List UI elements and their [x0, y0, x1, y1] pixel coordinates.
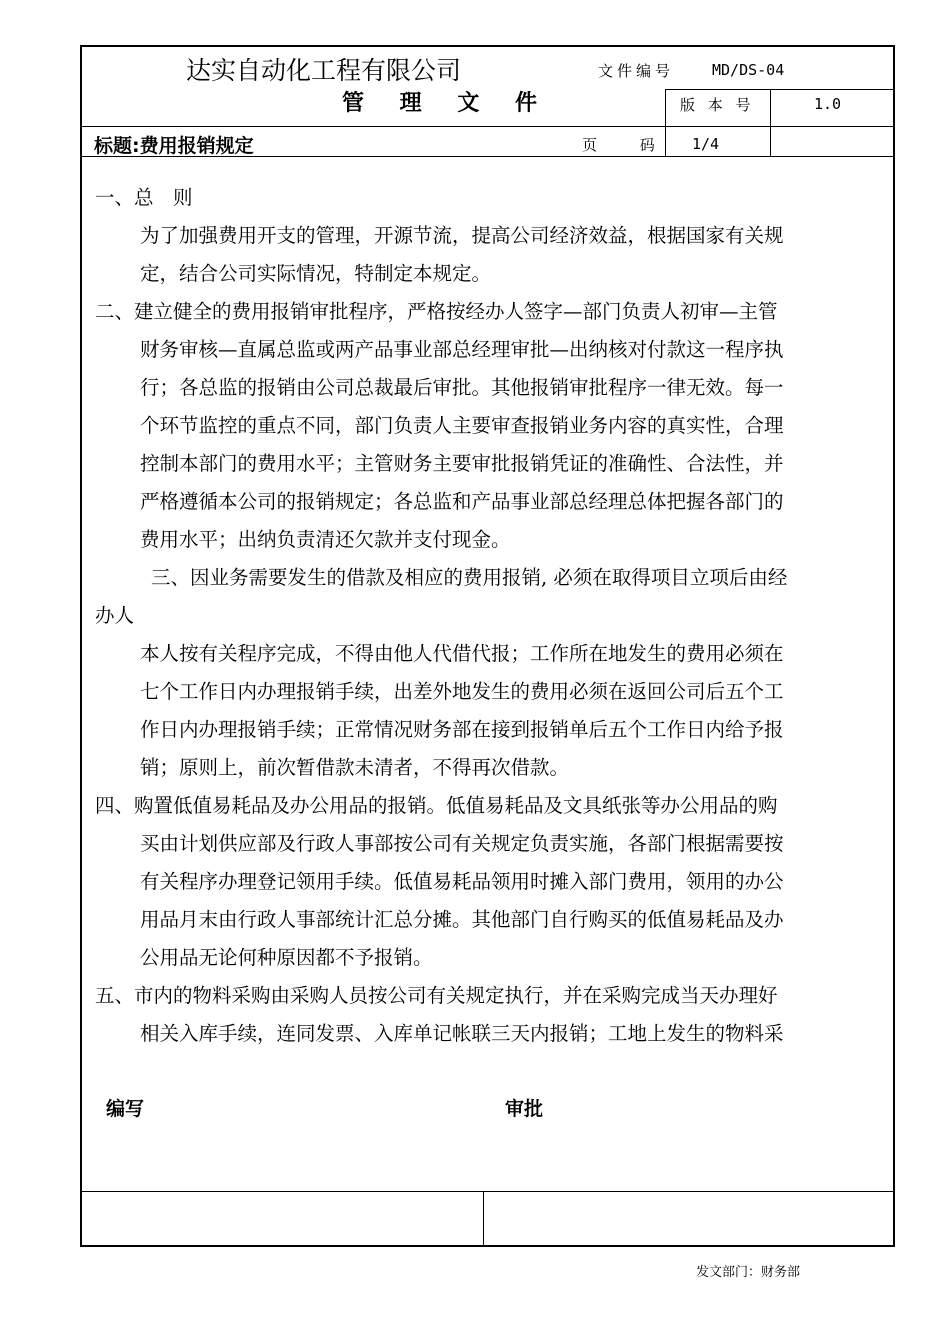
header-col-divider-1: [665, 89, 666, 156]
company-name: 达实自动化工程有限公司: [186, 56, 462, 85]
header-divider-title: [80, 126, 895, 127]
body-line: 办人: [95, 604, 135, 627]
page-label: 页 码: [582, 136, 659, 154]
body-line: 作日内办理报销手续；正常情况财务部在接到报销单后五个工作日内给予报: [140, 718, 784, 741]
body-line: 行；各总监的报销由公司总裁最后审批。其他报销审批程序一律无效。每一: [140, 376, 784, 399]
body-line: 用品月末由行政人事部统计汇总分摊。其他部门自行购买的低值易耗品及办: [140, 908, 784, 931]
file-number-value: MD/DS-04: [712, 61, 785, 79]
body-line: 销；原则上，前次暂借款未清者，不得再次借款。: [140, 756, 570, 779]
body-line: 四、购置低值易耗品及办公用品的报销。低值易耗品及文具纸张等办公用品的购: [95, 794, 778, 817]
body-line: 五、市内的物料采购由采购人员按公司有关规定执行，并在采购完成当天办理好: [95, 984, 778, 1007]
body-line: 七个工作日内办理报销手续，出差外地发生的费用必须在返回公司后五个工: [140, 680, 784, 703]
approver-label: 审批: [505, 1098, 544, 1120]
body-line: 三、因业务需要发生的借款及相应的费用报销, 必须在取得项目立项后由经: [151, 566, 788, 589]
bottom-table-col-divider: [483, 1191, 484, 1247]
body-line: 公用品无论何种原因都不予报销。: [140, 946, 433, 969]
body-line: 严格遵循本公司的报销规定；各总监和产品事业部总经理总体把握各部门的: [140, 490, 784, 513]
body-line: 本人按有关程序完成，不得由他人代借代报；工作所在地发生的费用必须在: [140, 642, 784, 665]
body-line: 控制本部门的费用水平；主管财务主要审批报销凭证的准确性、合法性，并: [140, 452, 784, 475]
body-line: 个环节监控的重点不同，部门负责人主要审查报销业务内容的真实性，合理: [140, 414, 784, 437]
page-number: 1/4: [692, 135, 720, 153]
body-line: 费用水平；出纳负责清还欠款并支付现金。: [140, 528, 511, 551]
body-line: 一、总 则: [95, 186, 193, 209]
header-col-divider-2: [770, 89, 771, 156]
version-value: 1.0: [814, 95, 842, 113]
body-line: 有关程序办理登记领用手续。低值易耗品领用时摊入部门费用，领用的办公: [140, 870, 784, 893]
writer-label: 编写: [106, 1098, 145, 1120]
document-title: 标题:费用报销规定: [94, 135, 254, 157]
issuing-department: 发文部门：财务部: [696, 1265, 801, 1280]
body-line: 为了加强费用开支的管理，开源节流，提高公司经济效益，根据国家有关规: [140, 224, 784, 247]
version-label: 版 本 号: [680, 96, 755, 114]
bottom-table-divider: [80, 1191, 895, 1192]
body-line: 定，结合公司实际情况，特制定本规定。: [140, 262, 492, 285]
body-line: 买由计划供应部及行政人事部按公司有关规定负责实施，各部门根据需要按: [140, 832, 784, 855]
body-line: 相关入库手续，连同发票、入库单记帐联三天内报销；工地上发生的物料采: [140, 1022, 784, 1045]
header-divider-version: [665, 89, 895, 90]
body-line: 财务审核—直属总监或两产品事业部总经理审批—出纳核对付款这一程序执: [140, 338, 784, 361]
body-line: 二、建立健全的费用报销审批程序，严格按经办人签字—部门负责人初审—主管: [95, 300, 778, 323]
file-number-label: 文件编号: [598, 62, 675, 80]
document-type: 管 理 文 件: [342, 91, 551, 116]
